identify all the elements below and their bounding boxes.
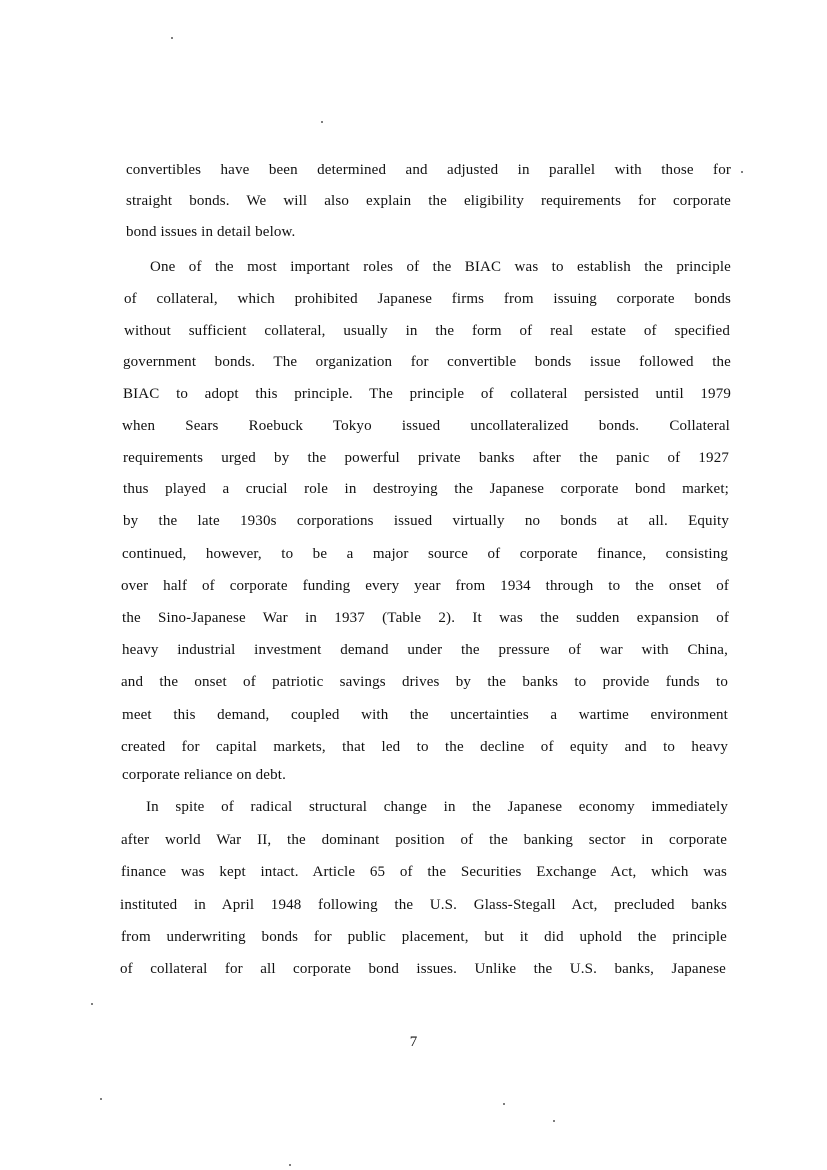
text-line: BIAC to adopt this principle. The principle of collateral persisted until 1979 xyxy=(123,386,731,402)
text-line: One of the most important roles of the BIAC was to establish the principle xyxy=(150,259,731,275)
scan-speck xyxy=(100,1098,102,1100)
text-line: bond issues in detail below. xyxy=(126,224,296,240)
text-line: from underwriting bonds for public placement, but it did uphold the principle xyxy=(121,929,727,945)
text-line: instituted in April 1948 following the U.S. Glass-Stegall Act, precluded banks xyxy=(120,897,727,913)
text-line: thus played a crucial role in destroying the Japanese corporate bond market; xyxy=(123,481,729,497)
text-line: of collateral for all corporate bond issues. Unlike the U.S. banks, Japanese xyxy=(120,961,726,977)
text-line: corporate reliance on debt. xyxy=(122,767,286,783)
text-line: the Sino-Japanese War in 1937 (Table 2). It was the sudden expansion of xyxy=(122,610,729,626)
text-line: government bonds. The organization for convertible bonds issue followed the xyxy=(123,354,731,370)
text-line: requirements urged by the powerful private banks after the panic of 1927 xyxy=(123,450,729,466)
scan-speck xyxy=(91,1003,93,1005)
scan-speck xyxy=(553,1120,555,1122)
text-line: when Sears Roebuck Tokyo issued uncollateralized bonds. Collateral xyxy=(122,418,730,434)
scan-speck xyxy=(171,37,173,39)
text-line: by the late 1930s corporations issued virtually no bonds at all. Equity xyxy=(123,513,729,529)
page-number: 7 xyxy=(409,1034,418,1050)
text-line: over half of corporate funding every year from 1934 through to the onset of xyxy=(121,578,729,594)
text-line: convertibles have been determined and adjusted in parallel with those for xyxy=(126,162,731,178)
scan-speck xyxy=(321,121,323,123)
text-line: continued, however, to be a major source of corporate finance, consisting xyxy=(122,546,728,562)
text-line: meet this demand, coupled with the uncertainties a wartime environment xyxy=(122,707,728,723)
text-line: without sufficient collateral, usually in the form of real estate of specified xyxy=(124,323,730,339)
text-line: after world War II, the dominant position of the banking sector in corporate xyxy=(121,832,727,848)
text-line: straight bonds. We will also explain the eligibility requirements for corporate xyxy=(126,193,731,209)
scan-speck xyxy=(741,171,743,173)
scan-speck xyxy=(289,1164,291,1166)
text-line: heavy industrial investment demand under the pressure of war with China, xyxy=(122,642,728,658)
text-line: and the onset of patriotic savings drives by the banks to provide funds to xyxy=(121,674,728,690)
text-line: In spite of radical structural change in the Japanese economy immediately xyxy=(146,799,728,815)
text-line: created for capital markets, that led to the decline of equity and to heavy xyxy=(121,739,728,755)
scan-speck xyxy=(503,1103,505,1105)
text-line: finance was kept intact. Article 65 of the Securities Exchange Act, which was xyxy=(121,864,727,880)
text-line: of collateral, which prohibited Japanese firms from issuing corporate bonds xyxy=(124,291,731,307)
